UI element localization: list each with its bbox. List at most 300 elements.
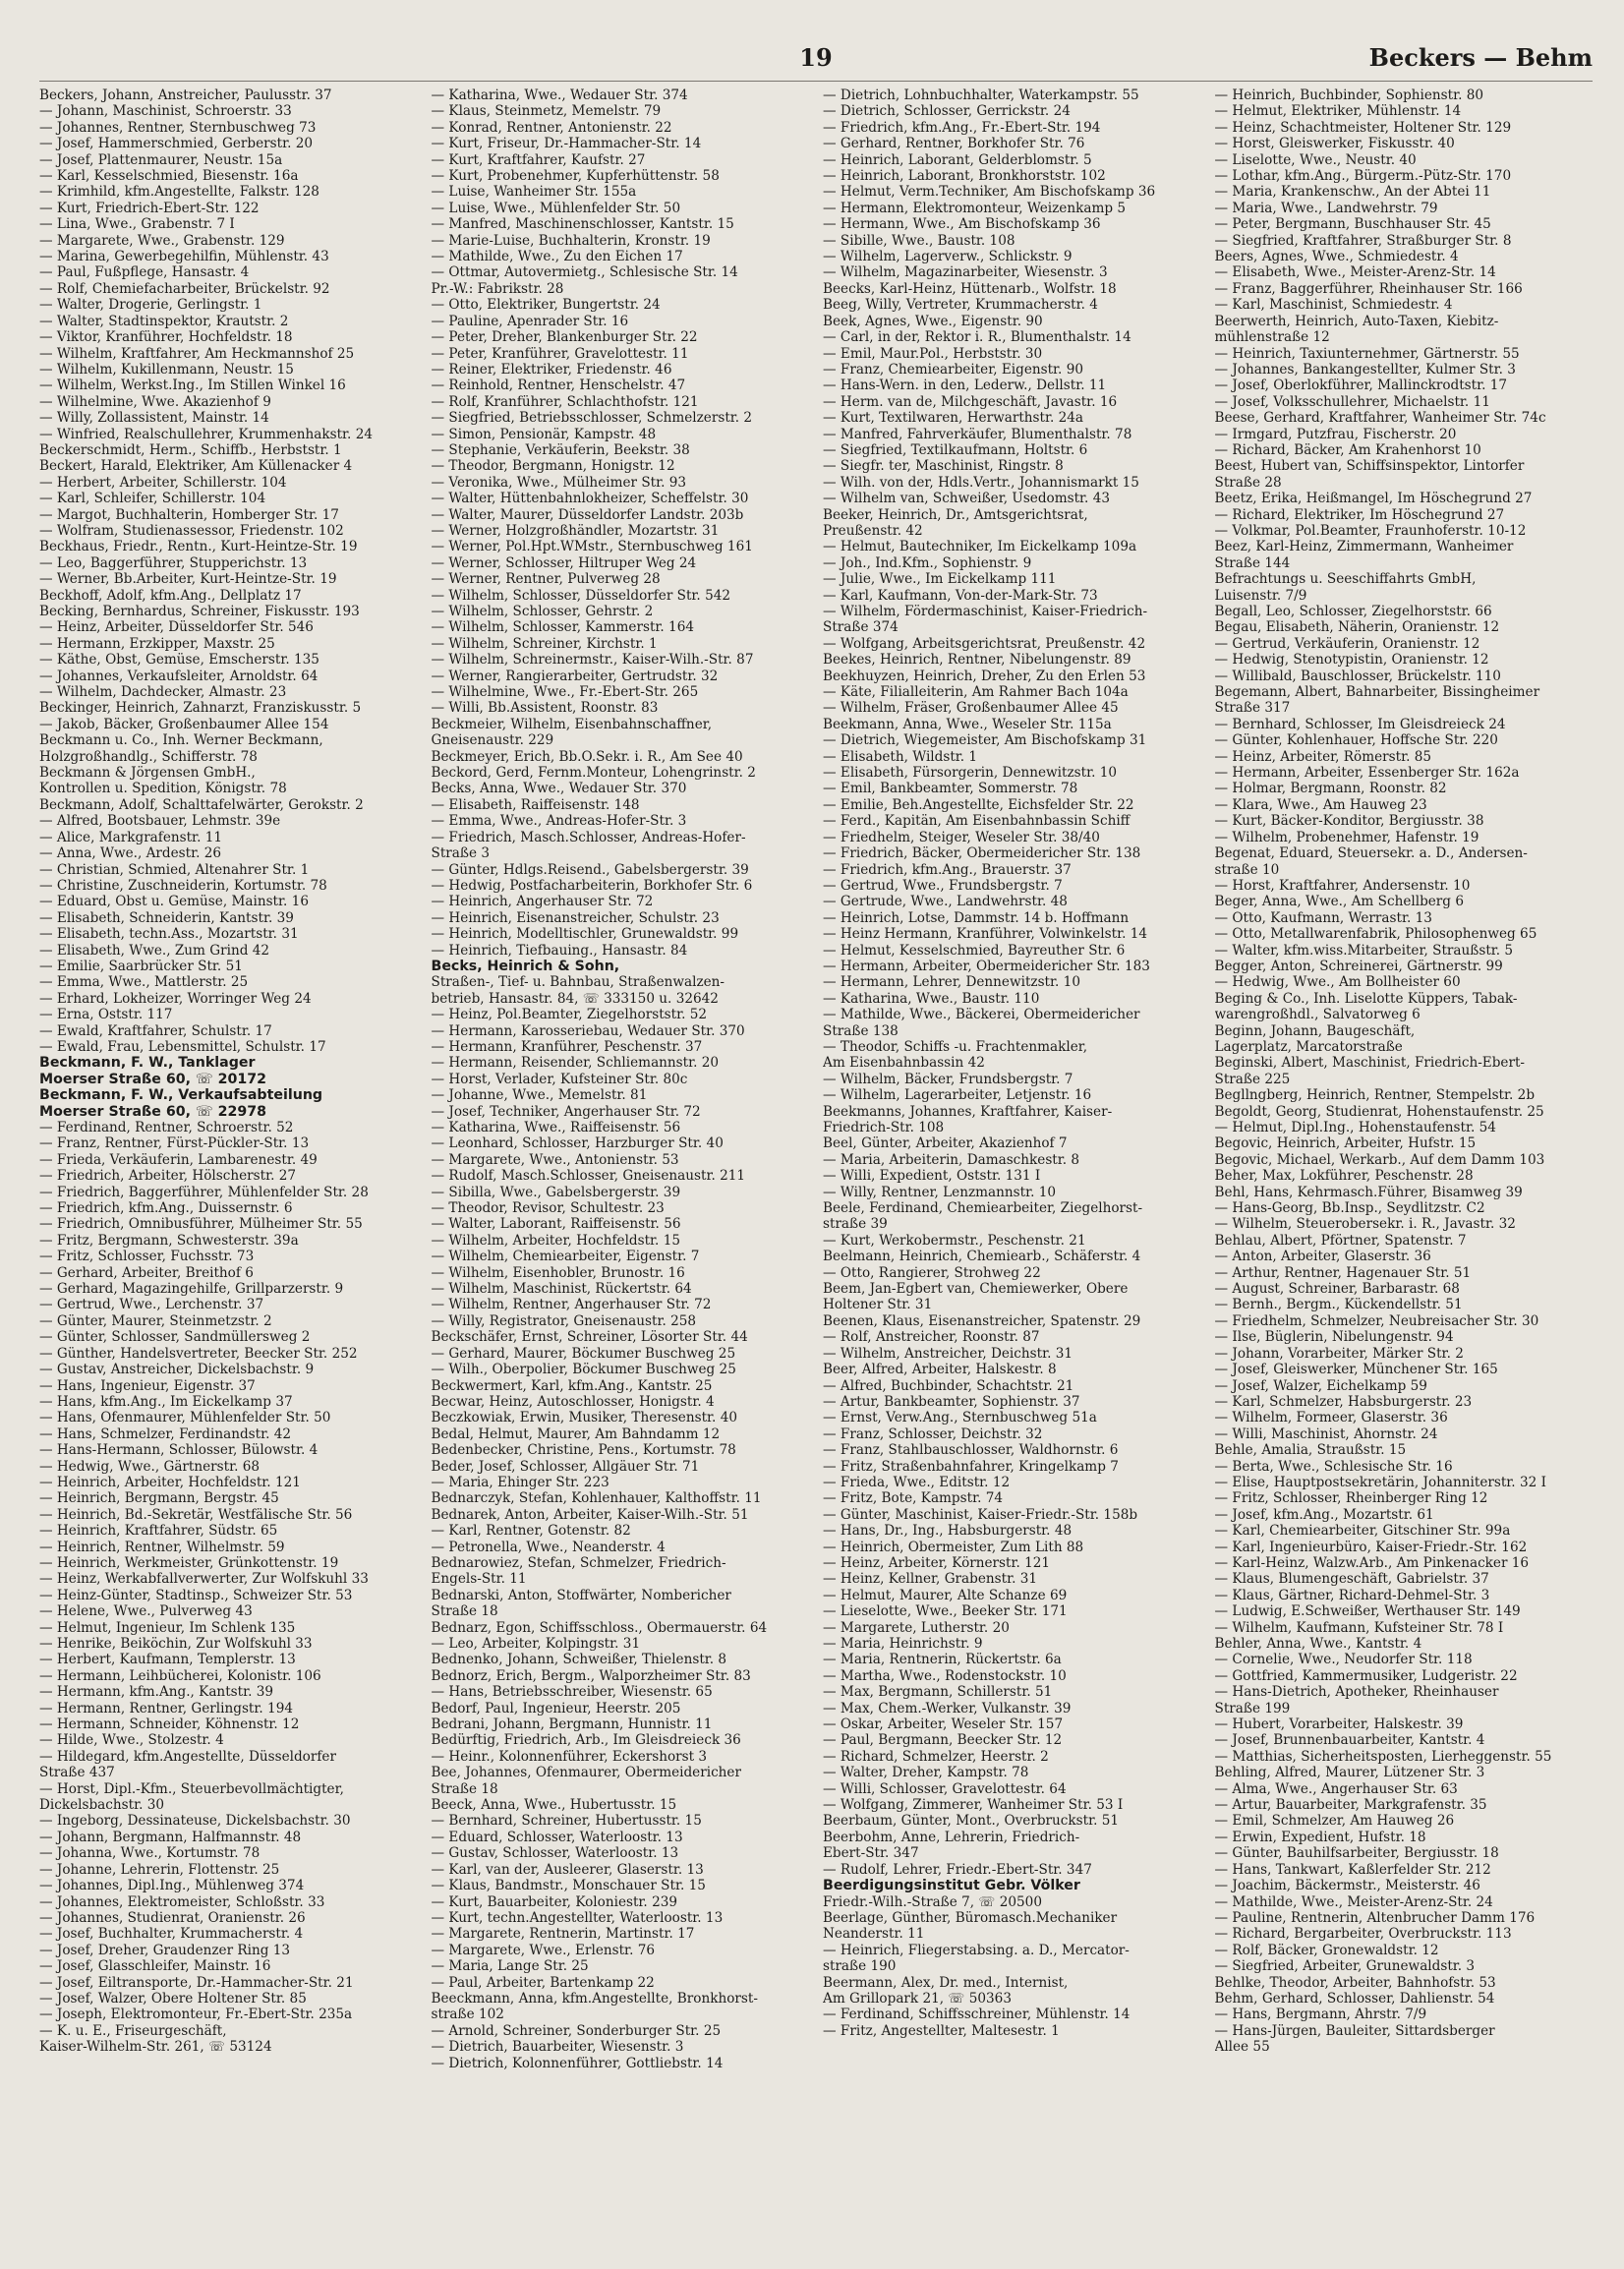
directory-entry: — Heinz, Schachtmeister, Holtener Str. 129 (1214, 119, 1512, 136)
directory-entry: Engels-Str. 11 (431, 1571, 527, 1588)
directory-entry: — Werner, Bb.Arbeiter, Kurt-Heintze-Str. 19 (39, 571, 337, 588)
directory-entry: — Wilhelmine, Wwe., Fr.-Ebert-Str. 265 (431, 684, 699, 701)
directory-entry: Beele, Ferdinand, Chemiearbeiter, Ziegelhorst- (823, 1200, 1143, 1217)
directory-entry: — Hermann, Arbeiter, Essenberger Str. 162a (1214, 765, 1520, 782)
directory-entry: — Willi, Maschinist, Ahornstr. 24 (1214, 1425, 1438, 1442)
directory-entry: Becks, Heinrich & Sohn, (431, 958, 620, 974)
directory-entry: — Elisabeth, Fürsorgerin, Dennewitzstr. 10 (823, 765, 1118, 782)
directory-entry: Beher, Max, Lokführer, Peschenstr. 28 (1214, 1168, 1474, 1185)
directory-entry: — Wilhelm, Lagerverw., Schlickstr. 9 (823, 249, 1073, 265)
directory-entry: — Dietrich, Wiegemeister, Am Bischofskamp 31 (823, 732, 1147, 749)
directory-entry: — Josef, Techniker, Angerhauser Str. 72 (431, 1103, 701, 1120)
directory-entry: — Bernh., Bergm., Kückendellstr. 51 (1214, 1297, 1463, 1313)
directory-entry: — Walter, kfm.wiss.Mitarbeiter, Straußstr. 5 (1214, 942, 1514, 959)
directory-entry: — Ilse, Büglerin, Nibelungenstr. 94 (1214, 1329, 1454, 1346)
directory-entry: Beerdigungsinstitut Gebr. Völker (823, 1878, 1080, 1894)
directory-entry: — Elisabeth, techn.Ass., Mozartstr. 31 (39, 926, 299, 943)
directory-entry: — Günter, Schlosser, Sandmüllersweg 2 (39, 1329, 311, 1346)
directory-entry: — Peter, Dreher, Blankenburger Str. 22 (431, 329, 698, 346)
directory-entry: — Josef, Hammerschmied, Gerberstr. 20 (39, 136, 314, 152)
directory-entry: — Maria, Rentnerin, Rückertstr. 6a (823, 1652, 1062, 1668)
directory-entry: Bee, Johannes, Ofenmaurer, Obermeidericher (431, 1765, 741, 1781)
directory-entry: — Peter, Kranführer, Gravelottestr. 11 (431, 345, 689, 362)
directory-entry: Bedal, Helmut, Maurer, Am Bahndamm 12 (431, 1425, 721, 1442)
directory-entry: Becwar, Heinz, Autoschlosser, Honigstr. 4 (431, 1393, 715, 1410)
directory-entry: — Friedrich, Baggerführer, Mühlenfelder Str. 28 (39, 1184, 369, 1200)
directory-entry: — Leo, Arbeiter, Kolpingstr. 31 (431, 1636, 641, 1652)
directory-entry: — Heinz, Werkabfallverwerter, Zur Wolfskuhl 33 (39, 1571, 369, 1588)
directory-entry: Moerser Straße 60, ☏ 20172 (39, 1071, 266, 1087)
directory-entry: — Willi, Expedient, Oststr. 131 I (823, 1168, 1041, 1185)
directory-entry: — Willi, Schlosser, Gravelottestr. 64 (823, 1780, 1067, 1797)
directory-entry: Straße 138 (823, 1022, 899, 1039)
directory-entry: — Julie, Wwe., Im Eickelkamp 111 (823, 571, 1057, 588)
directory-entry: Ebert-Str. 347 (823, 1845, 919, 1862)
directory-entry: Straße 199 (1214, 1700, 1291, 1716)
directory-entry: — Franz, Rentner, Fürst-Pückler-Str. 13 (39, 1135, 310, 1152)
directory-entry: — Gertrud, Wwe., Lerchenstr. 37 (39, 1297, 264, 1313)
directory-entry: — Hans-Dietrich, Apotheker, Rheinhauser (1214, 1684, 1499, 1701)
directory-entry: Moerser Straße 60, ☏ 22978 (39, 1103, 266, 1120)
directory-entry: — Sibilla, Wwe., Gabelsbergerstr. 39 (431, 1184, 681, 1200)
directory-entry: — Krimhild, kfm.Angestellte, Falkstr. 128 (39, 184, 319, 201)
directory-entry: — Theodor, Revisor, Schultestr. 23 (431, 1200, 665, 1217)
directory-entry: — Petronella, Wwe., Neanderstr. 4 (431, 1539, 666, 1555)
directory-entry: Beetz, Erika, Heißmangel, Im Höschegrund 27 (1214, 491, 1533, 507)
directory-entry: — Elisabeth, Raiffeisenstr. 148 (431, 796, 640, 813)
directory-entry: — Wilhelm, Bäcker, Frundsbergstr. 7 (823, 1071, 1073, 1087)
directory-entry: — Heinz, Kellner, Grabenstr. 31 (823, 1571, 1038, 1588)
directory-entry: — Josef, kfm.Ang., Mozartstr. 61 (1214, 1506, 1434, 1523)
directory-entry: — Simon, Pensionär, Kampstr. 48 (431, 426, 657, 442)
directory-entry: — Emil, Maur.Pol., Herbststr. 30 (823, 345, 1043, 362)
directory-entry: — Heinrich, Fliegerstabsing. a. D., Mercator- (823, 1942, 1130, 1958)
directory-entry: — Werner, Rangierarbeiter, Gertrudstr. 32 (431, 668, 719, 684)
directory-entry: Holtener Str. 31 (823, 1297, 933, 1313)
directory-entry: Beckmann, F. W., Verkaufsabteilung (39, 1087, 323, 1104)
directory-entry: straße 102 (431, 2007, 504, 2023)
directory-entry: — Johannes, Verkaufsleiter, Arnoldstr. 64 (39, 668, 319, 684)
directory-entry: — Wilhelm, Kraftfahrer, Am Heckmannshof 25 (39, 345, 355, 362)
directory-entry: Beginski, Albert, Maschinist, Friedrich-Ebert- (1214, 1055, 1526, 1072)
directory-entry: — Wilhelm, Lagerarbeiter, Letjenstr. 16 (823, 1087, 1092, 1104)
directory-page (39, 37, 1593, 2249)
directory-entry: — Heinrich, Taxiunternehmer, Gärtnerstr. 55 (1214, 345, 1520, 362)
directory-entry: — K. u. E., Friseurgeschäft, (39, 2022, 227, 2039)
directory-entry: — Heinrich, Laborant, Bronkhorststr. 102 (823, 168, 1106, 185)
directory-entry: — Heinrich, Tiefbauing., Hansastr. 84 (431, 942, 688, 959)
directory-entry: betrieb, Hansastr. 84, ☏ 333150 u. 32642 (431, 990, 719, 1007)
directory-entry: — Johannes, Bankangestellter, Kulmer Str. 3 (1214, 361, 1516, 378)
directory-entry: — Helmut, Elektriker, Mühlenstr. 14 (1214, 103, 1462, 120)
directory-entry: Beekes, Heinrich, Rentner, Nibelungenstr. 89 (823, 652, 1131, 669)
directory-entry: — Johanne, Wwe., Memelstr. 81 (431, 1087, 648, 1104)
directory-entry: — Friedrich, Arbeiter, Hölscherstr. 27 (39, 1168, 297, 1185)
directory-entry: — Heinrich, Laborant, Gelderblomstr. 5 (823, 151, 1092, 168)
directory-entry: Becking, Bernhardus, Schreiner, Fiskusstr. 193 (39, 604, 360, 619)
directory-entry: — Klaus, Steinmetz, Memelstr. 79 (431, 103, 662, 120)
directory-entry: Bedrani, Johann, Bergmann, Hunnistr. 11 (431, 1716, 713, 1733)
directory-entry: Beermann, Alex, Dr. med., Internist, (823, 1974, 1069, 1991)
directory-entry: — Kurt, Kraftfahrer, Kaufstr. 27 (431, 151, 646, 168)
directory-entry: — Reinhold, Rentner, Henschelstr. 47 (431, 378, 686, 394)
directory-entry: — Viktor, Kranführer, Hochfeldstr. 18 (39, 329, 293, 346)
directory-entry: — Gerhard, Magazingehilfe, Grillparzerstr. 9 (39, 1281, 344, 1298)
directory-entry: — Richard, Bergarbeiter, Overbruckstr. 113 (1214, 1926, 1512, 1943)
directory-entry: — Gustav, Anstreicher, Dickelsbachstr. 9 (39, 1362, 315, 1378)
directory-entry: — Günter, Kohlenhauer, Hoffsche Str. 220 (1214, 732, 1498, 749)
directory-entry: Luisenstr. 7/9 (1214, 587, 1307, 604)
directory-entry: Beckwermert, Karl, kfm.Ang., Kantstr. 25 (431, 1377, 713, 1394)
directory-entry: Beckmann u. Co., Inh. Werner Beckmann, (39, 732, 323, 749)
directory-entry: — Käte, Filialleiterin, Am Rahmer Bach 104a (823, 684, 1129, 701)
directory-entry: — Hans, Ofenmaurer, Mühlenfelder Str. 50 (39, 1410, 331, 1426)
directory-entry: Beczkowiak, Erwin, Musiker, Theresenstr. 40 (431, 1410, 737, 1426)
directory-entry: — Berta, Wwe., Schlesische Str. 16 (1214, 1458, 1453, 1475)
directory-entry: — Heinz, Pol.Beamter, Ziegelhorststr. 52 (431, 1007, 708, 1023)
directory-entry: — Josef, Oberlokführer, Mallinckrodtstr. 17 (1214, 378, 1508, 394)
directory-entry: — Friedrich, kfm.Ang., Fr.-Ebert-Str. 194 (823, 119, 1101, 136)
directory-entry: — Heinz, Arbeiter, Römerstr. 85 (1214, 748, 1432, 765)
directory-entry: — Emil, Schmelzer, Am Hauweg 26 (1214, 1813, 1455, 1830)
directory-entry: Beekmann, Anna, Wwe., Weseler Str. 115a (823, 716, 1112, 732)
directory-entry: straße 39 (823, 1216, 888, 1233)
directory-entry: — Siegfr. ter, Maschinist, Ringstr. 8 (823, 458, 1064, 475)
directory-entry: — Hermann, Leihbücherei, Kolonistr. 106 (39, 1667, 321, 1684)
directory-entry: — Johannes, Rentner, Sternbuschweg 73 (39, 119, 317, 136)
directory-entry: — Emil, Bankbeamter, Sommerstr. 78 (823, 781, 1078, 797)
directory-entry: Beek, Agnes, Wwe., Eigenstr. 90 (823, 313, 1043, 329)
directory-entry: — Helmut, Verm.Techniker, Am Bischofskamp 36 (823, 184, 1156, 201)
directory-entry: Befrachtungs u. Seeschiffahrts GmbH, (1214, 571, 1477, 588)
directory-entry: Straße 374 (823, 619, 899, 636)
directory-entry: — Horst, Dipl.-Kfm., Steuerbevollmächtigter, (39, 1780, 344, 1797)
directory-entry: Beer, Alfred, Arbeiter, Halskestr. 8 (823, 1362, 1057, 1378)
directory-entry: Straße 28 (1214, 474, 1282, 491)
directory-entry: — Hedwig, Wwe., Gärtnerstr. 68 (39, 1458, 261, 1475)
directory-entry: — Manfred, Maschinenschlosser, Kantstr. 15 (431, 216, 734, 233)
directory-entry: — Hans-Wern. in den, Lederw., Dellstr. 11 (823, 378, 1107, 394)
directory-entry: — Friedrich, kfm.Ang., Duissernstr. 6 (39, 1200, 293, 1217)
directory-entry: Straßen-, Tief- u. Bahnbau, Straßenwalzen- (431, 974, 725, 991)
directory-entry: — Liselotte, Wwe., Neustr. 40 (1214, 151, 1417, 168)
directory-entry: Straße 18 (431, 1780, 498, 1797)
directory-entry: Beeckmann, Anna, kfm.Angestellte, Bronkhorst- (431, 1990, 758, 2007)
directory-entry: Becks, Anna, Wwe., Wedauer Str. 370 (431, 781, 687, 797)
directory-entry: — Klara, Wwe., Am Hauweg 23 (1214, 796, 1427, 813)
directory-entry: Beel, Günter, Arbeiter, Akazienhof 7 (823, 1135, 1068, 1152)
directory-entry: — Hans, Dr., Ing., Habsburgerstr. 48 (823, 1523, 1073, 1540)
directory-entry: — Artur, Bauarbeiter, Markgrafenstr. 35 (1214, 1797, 1487, 1814)
directory-entry: — Ludwig, E.Schweißer, Werthauser Str. 149 (1214, 1603, 1521, 1620)
directory-entry: — Heinrich, Angerhauser Str. 72 (431, 894, 654, 910)
directory-entry: — Horst, Gleiswerker, Fiskusstr. 40 (1214, 136, 1455, 152)
directory-entry: — Siegfried, Textilkaufmann, Holtstr. 6 (823, 441, 1088, 458)
directory-entry: — Oskar, Arbeiter, Weseler Str. 157 (823, 1716, 1064, 1733)
directory-entry: — Hans-Jürgen, Bauleiter, Sittardsberger (1214, 2022, 1495, 2039)
directory-entry: — Siegfried, Betriebsschlosser, Schmelzerstr. 2 (431, 410, 753, 427)
directory-entry: — Rudolf, Lehrer, Friedr.-Ebert-Str. 347 (823, 1861, 1092, 1878)
directory-entry: — Hermann, Lehrer, Dennewitzstr. 10 (823, 974, 1080, 991)
directory-entry: — Franz, Baggerführer, Rheinhauser Str. 166 (1214, 280, 1523, 297)
directory-entry: — Bernhard, Schreiner, Hubertusstr. 15 (431, 1813, 702, 1830)
directory-entry: — Volkmar, Pol.Beamter, Fraunhoferstr. 10-12 (1214, 522, 1527, 539)
directory-entry: — Wilhelm, Schlosser, Düsseldorfer Str. 542 (431, 587, 731, 604)
directory-entry: — Margarete, Wwe., Antonienstr. 53 (431, 1151, 679, 1168)
directory-entry: — Hermann, kfm.Ang., Kantstr. 39 (39, 1684, 274, 1701)
directory-entry: — Wilhelm, Magazinarbeiter, Wiesenstr. 3 (823, 264, 1108, 281)
directory-entry: — Christine, Zuschneiderin, Kortumstr. 78 (39, 877, 327, 894)
directory-entry: — Lieselotte, Wwe., Beeker Str. 171 (823, 1603, 1068, 1620)
directory-entry: — Heinrich, Rentner, Wilhelmstr. 59 (39, 1539, 285, 1555)
directory-entry: Begemann, Albert, Bahnarbeiter, Bissingheimer (1214, 684, 1540, 701)
directory-entry: — Hedwig, Stenotypistin, Oranienstr. 12 (1214, 652, 1489, 669)
directory-entry: — Paul, Arbeiter, Bartenkamp 22 (431, 1974, 655, 1991)
directory-entry: Bednorz, Erich, Bergm., Walporzheimer Str. 83 (431, 1667, 751, 1684)
running-head: Beckers — Behm (1368, 43, 1593, 72)
directory-entry: — Hildegard, kfm.Angestellte, Düsseldorfer (39, 1748, 336, 1765)
directory-entry: Behle, Amalia, Straußstr. 15 (1214, 1442, 1407, 1459)
directory-entry: — Peter, Bergmann, Buschhauser Str. 45 (1214, 216, 1491, 233)
directory-entry: — Franz, Schlosser, Deichstr. 32 (823, 1425, 1043, 1442)
directory-entry: Beeg, Willy, Vertreter, Krummacherstr. 4 (823, 297, 1098, 314)
directory-entry: — Veronika, Wwe., Mülheimer Str. 93 (431, 474, 687, 491)
directory-entry: Beenen, Klaus, Eisenanstreicher, Spatenstr. 29 (823, 1312, 1141, 1329)
directory-entry: — Josef, Walzer, Obere Holtener Str. 85 (39, 1990, 307, 2007)
directory-entry: — Käthe, Obst, Gemüse, Emscherstr. 135 (39, 652, 319, 669)
directory-entry: — Hedwig, Postfacharbeiterin, Borkhofer Str. 6 (431, 877, 753, 894)
directory-entry: — Carl, in der, Rektor i. R., Blumenthalstr. 14 (823, 329, 1131, 346)
directory-entry: — Gustav, Schlosser, Waterloostr. 13 (431, 1845, 679, 1862)
directory-entry: — Josef, Glasschleifer, Mainstr. 16 (39, 1958, 271, 1975)
directory-entry: Beckmeier, Wilhelm, Eisenbahnschaffner, (431, 716, 713, 732)
directory-entry: — Marie-Luise, Buchhalterin, Kronstr. 19 (431, 232, 711, 249)
directory-entry: — Klaus, Gärtner, Richard-Dehmel-Str. 3 (1214, 1587, 1490, 1603)
directory-entry: Beder, Josef, Schlosser, Allgäuer Str. 71 (431, 1458, 700, 1475)
directory-entry: — Otto, Elektriker, Bungertstr. 24 (431, 297, 661, 314)
directory-entry: — Frieda, Verkäuferin, Lambarenestr. 49 (39, 1151, 318, 1168)
directory-entry: Begovic, Heinrich, Arbeiter, Hufstr. 15 (1214, 1135, 1477, 1152)
directory-entry: — Willy, Registrator, Gneisenaustr. 258 (431, 1312, 697, 1329)
directory-entry: — Ernst, Verw.Ang., Sternbuschweg 51a (823, 1410, 1097, 1426)
directory-entry: — Gerhard, Rentner, Borkhofer Str. 76 (823, 136, 1085, 152)
directory-entry: — Hans, Schmelzer, Ferdinandstr. 42 (39, 1425, 292, 1442)
directory-entry: Friedrich-Str. 108 (823, 1120, 945, 1135)
directory-entry: — Lothar, kfm.Ang., Bürgerm.-Pütz-Str. 170 (1214, 168, 1512, 185)
directory-entry: — Fritz, Schlosser, Fuchsstr. 73 (39, 1249, 255, 1265)
directory-entry: — Hermann, Reisender, Schliemannstr. 20 (431, 1055, 720, 1072)
directory-entry: — Hedwig, Wwe., Am Bollheister 60 (1214, 974, 1461, 991)
directory-entry: — Maria, Krankenschw., An der Abtei 11 (1214, 184, 1491, 201)
directory-entry: — Dietrich, Bauarbeiter, Wiesenstr. 3 (431, 2039, 684, 2056)
directory-entry: — Wilh., Oberpolier, Böckumer Buschweg 25 (431, 1362, 736, 1378)
directory-entry: — Erhard, Lokheizer, Worringer Weg 24 (39, 990, 312, 1007)
directory-entry: — Wilhelm, Schreinermstr., Kaiser-Wilh.-Str. 87 (431, 652, 754, 669)
directory-entry: — Pauline, Rentnerin, Altenbrucher Damm 176 (1214, 1909, 1536, 1926)
directory-entry: Kontrollen u. Spedition, Königstr. 78 (39, 781, 287, 797)
directory-entry: — Stephanie, Verkäuferin, Beekstr. 38 (431, 441, 690, 458)
page-header (39, 37, 1593, 82)
directory-entry: — Wilhelm, Formeer, Glaserstr. 36 (1214, 1410, 1448, 1426)
directory-entry: — Manfred, Fahrverkäufer, Blumenthalstr. 78 (823, 426, 1132, 442)
directory-entry: — Johann, Bergmann, Halfmannstr. 48 (39, 1829, 302, 1845)
directory-entry: — Werner, Pol.Hpt.WMstr., Sternbuschweg 161 (431, 539, 753, 555)
directory-entry: — Wilhelm, Fräser, Großenbaumer Allee 45 (823, 700, 1119, 717)
directory-column-3 (823, 87, 1201, 2071)
directory-entry: — Karl, Schmelzer, Habsburgerstr. 23 (1214, 1393, 1473, 1410)
directory-entry: — Ingeborg, Dessinateuse, Dickelsbachstr. 30 (39, 1813, 351, 1830)
directory-entry: — Mathilde, Wwe., Meister-Arenz-Str. 24 (1214, 1893, 1493, 1910)
directory-entry: — Heinrich, Bergmann, Bergstr. 45 (39, 1490, 279, 1507)
directory-entry: — Hubert, Vorarbeiter, Halskestr. 39 (1214, 1716, 1464, 1733)
directory-entry: — Wilhelm, Arbeiter, Hochfeldstr. 15 (431, 1232, 681, 1249)
directory-entry: Beerbaum, Günter, Mont., Overbruckstr. 51 (823, 1813, 1120, 1830)
directory-entry: Beerbohm, Anne, Lehrerin, Friedrich- (823, 1829, 1080, 1845)
directory-entry: — Ferd., Kapitän, Am Eisenbahnbassin Schiff (823, 813, 1131, 830)
directory-entry: — Wilhelm, Dachdecker, Almastr. 23 (39, 684, 287, 701)
directory-entry: Bednarski, Anton, Stoffwärter, Nombericher (431, 1587, 731, 1603)
directory-entry: — Hermann, Kranführer, Peschenstr. 37 (431, 1038, 703, 1055)
directory-entry: Am Grillopark 21, ☏ 50363 (823, 1990, 1012, 2007)
directory-entry: — Wolfgang, Zimmerer, Wanheimer Str. 53 I (823, 1797, 1124, 1814)
directory-entry: — Heinrich, Lotse, Dammstr. 14 b. Hoffmann (823, 909, 1130, 926)
directory-entry: — Margarete, Wwe., Grabenstr. 129 (39, 232, 285, 249)
directory-entry: — Karl, Kesselschmied, Biesenstr. 16a (39, 168, 299, 185)
directory-entry: — Werner, Holzgroßhändler, Mozartstr. 31 (431, 522, 720, 539)
directory-entry: — Walter, Dreher, Kampstr. 78 (823, 1765, 1029, 1781)
directory-entry: — Hans, Bergmann, Ahrstr. 7/9 (1214, 2007, 1427, 2023)
directory-entry: Dickelsbachstr. 30 (39, 1797, 165, 1814)
directory-entry: — Willy, Zollassistent, Mainstr. 14 (39, 410, 269, 427)
directory-entry: — Richard, Elektriker, Im Höschegrund 27 (1214, 506, 1505, 523)
directory-entry: — Elisabeth, Wwe., Zum Grind 42 (39, 942, 270, 959)
directory-entry: — Josef, Dreher, Graudenzer Ring 13 (39, 1942, 291, 1958)
directory-entry: Beging & Co., Inh. Liselotte Küppers, Tabak- (1214, 990, 1518, 1007)
directory-entry: Lagerplatz, Marcatorstraße (1214, 1038, 1403, 1055)
directory-entry: Behling, Alfred, Maurer, Lützener Str. 3 (1214, 1765, 1485, 1781)
directory-entry: — Willy, Rentner, Lenzmannstr. 10 (823, 1184, 1057, 1200)
directory-entry: — Günter, Maurer, Steinmetzstr. 2 (39, 1312, 272, 1329)
directory-entry: — Helmut, Maurer, Alte Schanze 69 (823, 1587, 1068, 1603)
directory-entry: Straße 18 (431, 1603, 498, 1620)
directory-entry: — Ferdinand, Schiffsschreiner, Mühlenstr. 14 (823, 2007, 1131, 2023)
directory-entry: — Hans, kfm.Ang., Im Eickelkamp 37 (39, 1393, 293, 1410)
directory-entry: straße 190 (823, 1958, 897, 1975)
directory-entry: Behler, Anna, Wwe., Kantstr. 4 (1214, 1636, 1422, 1652)
directory-entry: — Emilie, Beh.Angestellte, Eichsfelder Str. 22 (823, 796, 1134, 813)
directory-entry: Behl, Hans, Kehrmasch.Führer, Bisamweg 39 (1214, 1184, 1523, 1200)
directory-entry: — Margot, Buchhalterin, Homberger Str. 17 (39, 506, 339, 523)
directory-entry: Begau, Elisabeth, Näherin, Oranienstr. 12 (1214, 619, 1500, 636)
directory-entry: — Joh., Ind.Kfm., Sophienstr. 9 (823, 554, 1032, 571)
directory-entry: — Friedrich, kfm.Ang., Brauerstr. 37 (823, 861, 1072, 878)
directory-entry: — Paul, Bergmann, Beecker Str. 12 (823, 1732, 1063, 1749)
directory-entry: — Karl, Chemiearbeiter, Gitschiner Str. 99a (1214, 1523, 1511, 1540)
directory-entry: — Margarete, Rentnerin, Martinstr. 17 (431, 1926, 695, 1943)
directory-entry: — Kurt, Bauarbeiter, Koloniestr. 239 (431, 1893, 678, 1910)
directory-entry: Pr.-W.: Fabrikstr. 28 (431, 280, 564, 297)
directory-entry: — Alfred, Buchbinder, Schachtstr. 21 (823, 1377, 1074, 1394)
directory-entry: Bednarczyk, Stefan, Kohlenhauer, Kalthoffstr. 11 (431, 1490, 762, 1507)
directory-entry: — Fritz, Straßenbahnfahrer, Kringelkamp 7 (823, 1458, 1119, 1475)
directory-entry: — Hans, Betriebsschreiber, Wiesenstr. 65 (431, 1684, 713, 1701)
directory-entry: — Karl, Schleifer, Schillerstr. 104 (39, 491, 266, 507)
directory-entry: — Günther, Handelsvertreter, Beecker Str. 252 (39, 1345, 358, 1362)
directory-entry: — Gertrude, Wwe., Landwehrstr. 48 (823, 894, 1068, 910)
directory-entry: — Günter, Hdlgs.Reisend., Gabelsbergerstr. 39 (431, 861, 749, 878)
directory-entry: — Eduard, Obst u. Gemüse, Mainstr. 16 (39, 894, 309, 910)
directory-entry: Begall, Leo, Schlosser, Ziegelhorststr. 66 (1214, 604, 1492, 619)
directory-entry: — Katharina, Wwe., Raiffeisenstr. 56 (431, 1120, 681, 1135)
directory-entry: — Walter, Maurer, Düsseldorfer Landstr. 203b (431, 506, 744, 523)
directory-entry: — Josef, Brunnenbauarbeiter, Kantstr. 4 (1214, 1732, 1485, 1749)
directory-entry: — Hilde, Wwe., Stolzestr. 4 (39, 1732, 224, 1749)
directory-entry: — Helmut, Dipl.Ing., Hohenstaufenstr. 54 (1214, 1120, 1496, 1135)
directory-entry: — Joachim, Bäckermstr., Meisterstr. 46 (1214, 1878, 1480, 1894)
directory-entry: — Elisabeth, Wildstr. 1 (823, 748, 978, 765)
directory-entry: — Hermann, Rentner, Gerlingstr. 194 (39, 1700, 293, 1716)
directory-entry: Beckord, Gerd, Fernm.Monteur, Lohengrinstr. 2 (431, 765, 756, 782)
directory-entry: Beckers, Johann, Anstreicher, Paulusstr. 37 (39, 87, 332, 103)
directory-entry: — Otto, Kaufmann, Werrastr. 13 (1214, 909, 1432, 926)
directory-entry: — Karl, Ingenieurbüro, Kaiser-Friedr.-Str. 162 (1214, 1539, 1528, 1555)
directory-entry: — Franz, Stahlbauschlosser, Waldhornstr. 6 (823, 1442, 1119, 1459)
directory-entry: — Johanna, Wwe., Kortumstr. 78 (39, 1845, 261, 1862)
directory-entry: Beckert, Harald, Elektriker, Am Küllenacker 4 (39, 458, 353, 475)
directory-entry: — Gerhard, Maurer, Böckumer Buschweg 25 (431, 1345, 736, 1362)
directory-entry: — Richard, Bäcker, Am Krahenhorst 10 (1214, 441, 1481, 458)
directory-entry: — Wolfram, Studienassessor, Friedenstr. 102 (39, 522, 344, 539)
directory-entry: — Walter, Laborant, Raiffeisenstr. 56 (431, 1216, 681, 1233)
directory-entry: — Günter, Bauhilfsarbeiter, Bergiusstr. 18 (1214, 1845, 1499, 1862)
directory-entry: — Herm. van de, Milchgeschäft, Javastr. 16 (823, 393, 1118, 410)
directory-entry: — Ewald, Frau, Lebensmittel, Schulstr. 17 (39, 1038, 326, 1055)
directory-entry: — Johannes, Studienrat, Oranienstr. 26 (39, 1909, 306, 1926)
directory-entry: Beekmanns, Johannes, Kraftfahrer, Kaiser- (823, 1103, 1113, 1120)
directory-entry: — Wilhelm, Fördermaschinist, Kaiser-Friedrich- (823, 604, 1148, 619)
directory-entry: Begenat, Eduard, Steuersekr. a. D., Andersen- (1214, 845, 1528, 862)
directory-entry: — Kurt, Friedrich-Ebert-Str. 122 (39, 200, 260, 216)
directory-entry: — Marina, Gewerbegehilfin, Mühlenstr. 43 (39, 249, 329, 265)
directory-entry: — Reiner, Elektriker, Friedenstr. 46 (431, 361, 672, 378)
directory-entry: — Margarete, Wwe., Erlenstr. 76 (431, 1942, 656, 1958)
directory-entry: mühlenstraße 12 (1214, 329, 1330, 346)
directory-entry: — Ottmar, Autovermietg., Schlesische Str. 14 (431, 264, 738, 281)
directory-entry: Beeck, Anna, Wwe., Hubertusstr. 15 (431, 1797, 677, 1814)
directory-entry: — Wilhelmine, Wwe. Akazienhof 9 (39, 393, 271, 410)
directory-entry: — Rolf, Kranführer, Schlachthofstr. 121 (431, 393, 699, 410)
directory-entry: — Ewald, Kraftfahrer, Schulstr. 17 (39, 1022, 272, 1039)
directory-entry: Behlke, Theodor, Arbeiter, Bahnhofstr. 53 (1214, 1974, 1496, 1991)
directory-entry: — Christian, Schmied, Altenahrer Str. 1 (39, 861, 310, 878)
directory-entry: — Richard, Schmelzer, Heerstr. 2 (823, 1748, 1049, 1765)
directory-entry: — Wilhelm, Steuerobersekr. i. R., Javastr. 32 (1214, 1216, 1516, 1233)
directory-entry: — Alma, Wwe., Angerhauser Str. 63 (1214, 1780, 1458, 1797)
directory-entry: — Klaus, Bandmstr., Monschauer Str. 15 (431, 1878, 706, 1894)
directory-entry: — Elisabeth, Wwe., Meister-Arenz-Str. 14 (1214, 264, 1496, 281)
directory-entry: — Heinrich, Arbeiter, Hochfeldstr. 121 (39, 1474, 301, 1490)
directory-entry: — Werner, Schlosser, Hiltruper Weg 24 (431, 554, 697, 571)
directory-entry: — Arthur, Rentner, Hagenauer Str. 51 (1214, 1264, 1472, 1281)
directory-entry: — Leonhard, Schlosser, Harzburger Str. 40 (431, 1135, 724, 1152)
directory-entry: — Hermann, Arbeiter, Obermeidericher Str. 183 (823, 958, 1150, 974)
directory-entry: — Martha, Wwe., Rodenstockstr. 10 (823, 1667, 1067, 1684)
directory-entry: Bednarek, Anton, Arbeiter, Kaiser-Wilh.-Str. 51 (431, 1506, 749, 1523)
directory-entry: Beckmann & Jörgensen GmbH., (39, 765, 256, 782)
directory-entry: — Gottfried, Kammermusiker, Ludgeristr. 22 (1214, 1667, 1518, 1684)
directory-entry: — Friedhelm, Schmelzer, Neubreisacher Str. 30 (1214, 1312, 1539, 1329)
directory-entry: Behlau, Albert, Pförtner, Spatenstr. 7 (1214, 1232, 1467, 1249)
